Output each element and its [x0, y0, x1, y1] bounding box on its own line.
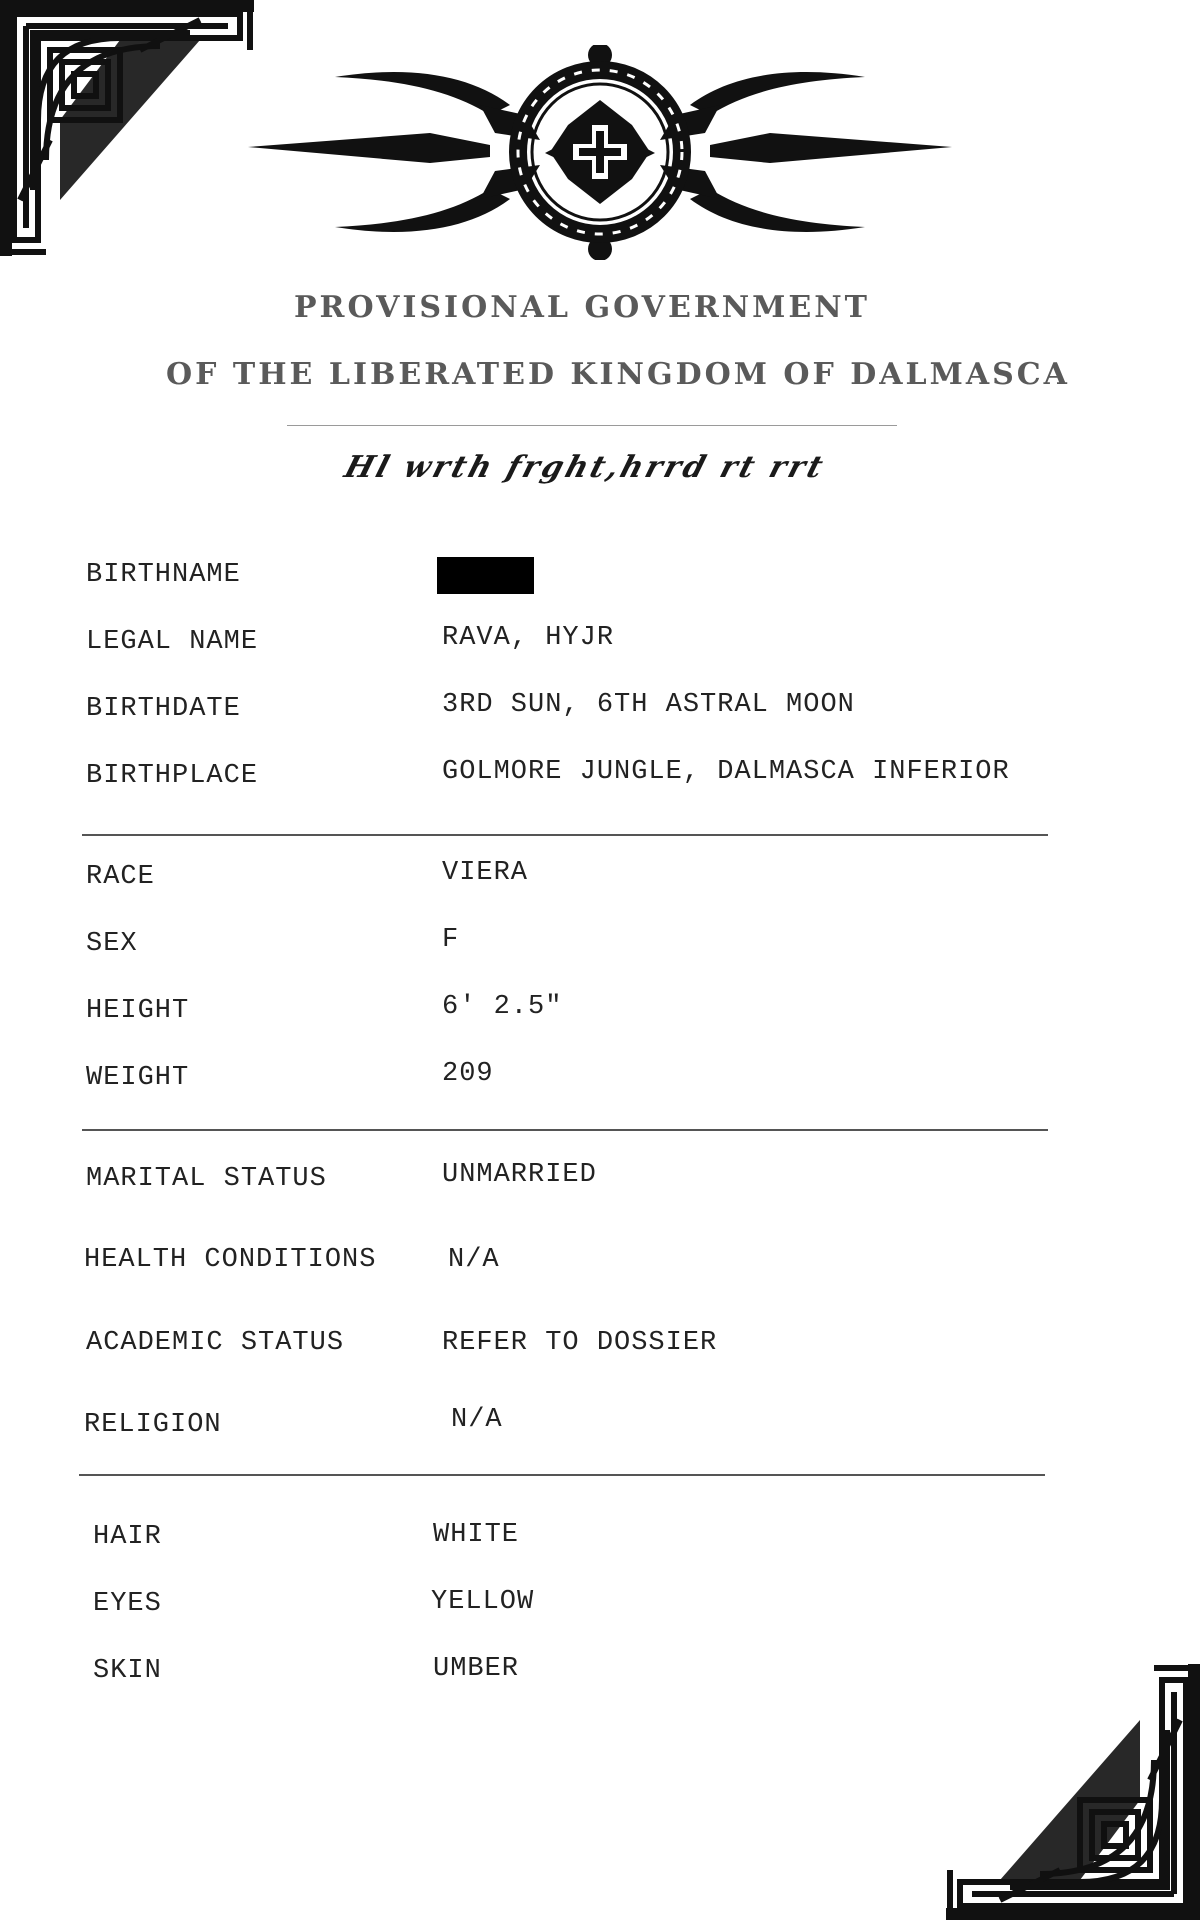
marital-status-label: MARITAL STATUS [86, 1164, 327, 1194]
height-label: HEIGHT [86, 996, 190, 1026]
section-divider [82, 1129, 1048, 1131]
title-divider [287, 425, 897, 426]
section-divider [79, 1474, 1045, 1476]
health-conditions-label: HEALTH CONDITIONS [84, 1245, 377, 1275]
document-title-line-2: OF THE LIBERATED KINGDOM OF DALMASCA [166, 357, 1070, 392]
sex-label: SEX [86, 929, 138, 959]
academic-status-value: REFER TO DOSSIER [442, 1328, 718, 1358]
religion-value: N/A [451, 1405, 503, 1435]
legal-name-value: RAVA, HYJR [442, 623, 615, 653]
eyes-value: YELLOW [431, 1587, 535, 1617]
birthname-redaction [437, 557, 534, 594]
skin-value: UMBER [433, 1654, 520, 1684]
motto: Hl wrth frght,hrrd rt rrt [340, 450, 830, 485]
weight-label: WEIGHT [86, 1063, 190, 1093]
crest-emblem [240, 45, 960, 260]
birthplace-value: GOLMORE JUNGLE, DALMASCA INFERIOR [442, 757, 1010, 787]
skin-label: SKIN [93, 1656, 162, 1686]
hair-label: HAIR [93, 1522, 162, 1552]
birthplace-label: BIRTHPLACE [86, 761, 259, 791]
sex-value: F [442, 925, 460, 955]
corner-ornament-bottom-right [946, 1664, 1200, 1920]
health-conditions-value: N/A [448, 1245, 500, 1275]
height-value: 6' 2.5" [442, 992, 563, 1022]
marital-status-value: UNMARRIED [442, 1160, 597, 1190]
hair-value: WHITE [433, 1520, 520, 1550]
academic-status-label: ACADEMIC STATUS [86, 1328, 345, 1358]
eyes-label: EYES [93, 1589, 162, 1619]
corner-ornament-top-left [0, 0, 254, 256]
document-title-line-1: PROVISIONAL GOVERNMENT [293, 290, 870, 325]
birthname-label: BIRTHNAME [86, 560, 241, 590]
religion-label: RELIGION [84, 1410, 222, 1440]
race-value: VIERA [442, 858, 529, 888]
race-label: RACE [86, 862, 155, 892]
weight-value: 209 [442, 1059, 494, 1089]
birthdate-value: 3RD SUN, 6TH ASTRAL MOON [442, 690, 855, 720]
section-divider [82, 834, 1048, 836]
birthdate-label: BIRTHDATE [86, 694, 241, 724]
legal-name-label: LEGAL NAME [86, 627, 259, 657]
